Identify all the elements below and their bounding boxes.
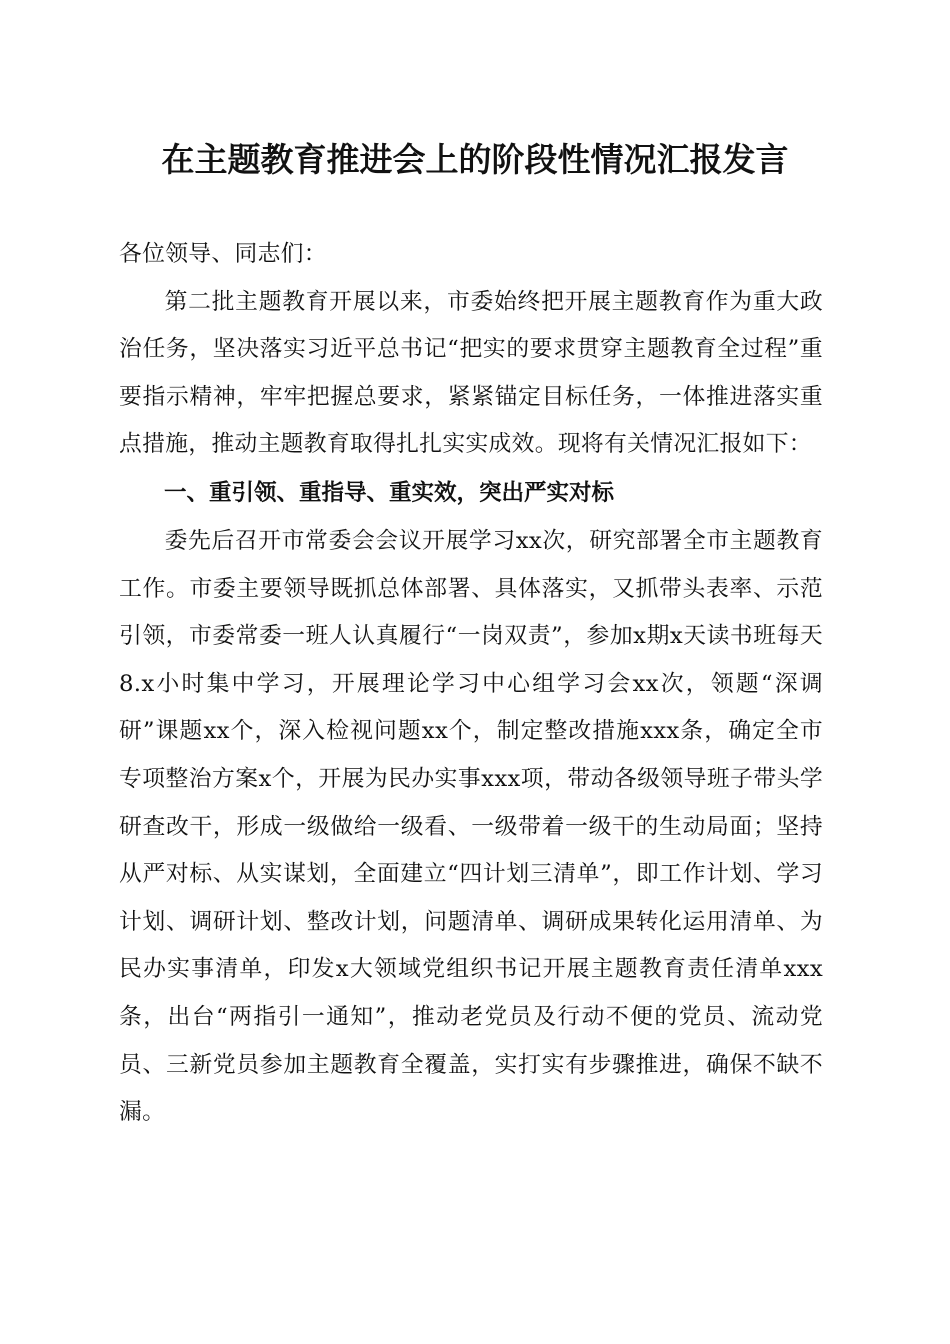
document-body	[119, 231, 823, 1137]
salutation: 各位领导、同志们：	[119, 241, 327, 267]
document-title: 在主题教育推进会上的阶段性情况汇报发言	[161, 140, 789, 179]
section-paragraph: 委先后召开市常委会会议开展学习xx次，研究部署全市主题教育工作。市委主要领导既抓总体部署、具体落实，又抓带头表率、示范引领，市委常委一班人认真履行“一岗双责”，参加x期x天读书班每天8.x小时集中学习，开展理论学习中心组学习会xx次，领题“深调研”课题xx个，深入检视问题xx个，制定整改措施xxx条，确定全市专项整治方案x个，开展为民办实事xxx项，带动各级领导班子带头学研查改干，形成一级做给一级看、一级带着一级干的生动局面；坚持从严对标、从实谋划，全面建立“四计划三清单”，即工作计划、学习计划、调研计划、整改计划，问题清单、调研成果转化运用清单、为民办实事清单，印发x大领域党组织书记开展主题教育责任清单xxx条，出台“两指引一通知”，推动老党员及行动不便的党员、流动党员、三新党员参加主题教育全覆盖，实打实有步骤推进，确保不缺不漏。	[119, 527, 823, 1126]
intro-paragraph: 第二批主题教育开展以来，市委始终把开展主题教育作为重大政治任务，坚决落实习近平总书记“把实的要求贯穿主题教育全过程”重要指示精神，牢牢把握总要求，紧紧锚定目标任务，一体推进落实重点措施，推动主题教育取得扎扎实实成效。现将有关情况汇报如下：	[119, 288, 823, 458]
section-heading: 一、重引领、重指导、重实效，突出严实对标	[164, 479, 615, 506]
